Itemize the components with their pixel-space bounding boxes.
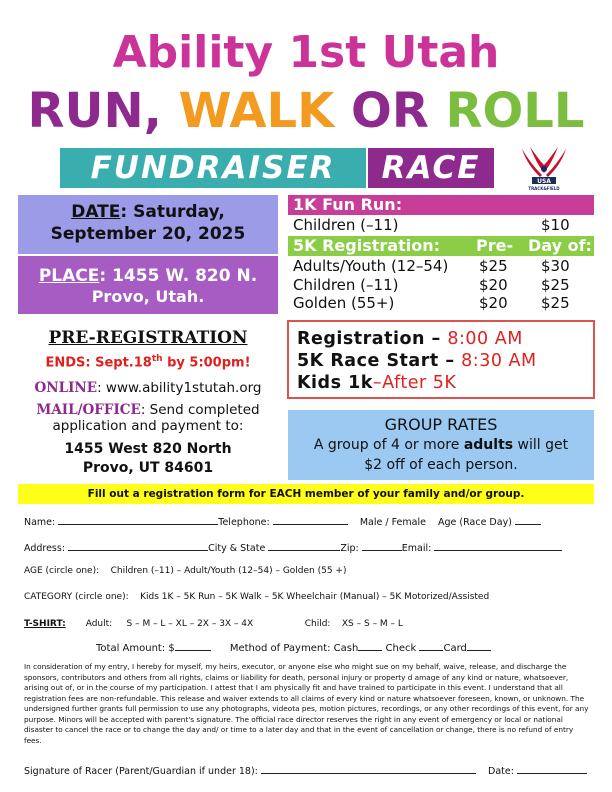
- city-state-field[interactable]: [268, 541, 340, 551]
- total-label: Total Amount: $: [96, 643, 175, 654]
- form-row-payment: [96, 641, 491, 654]
- signature-date-field[interactable]: [517, 764, 587, 774]
- zip-field[interactable]: [362, 541, 402, 551]
- adult-label: Adult:: [85, 619, 113, 629]
- group-line2: $2 off of each person.: [364, 457, 518, 473]
- fee-pre: $25: [479, 257, 508, 275]
- form-row-name: [24, 515, 541, 528]
- address-label: Address:: [24, 543, 66, 554]
- 5k-header-pre: Pre-: [476, 236, 514, 255]
- age-label: AGE (circle one):: [24, 566, 100, 576]
- usatf-logo-icon: [516, 143, 572, 191]
- total-field[interactable]: [175, 641, 211, 651]
- address-line1: 1455 West 820 North: [64, 441, 232, 457]
- date-label: DATE: [71, 202, 121, 222]
- group-line1-post: will get: [513, 437, 569, 453]
- child-sizes[interactable]: XS – S – M – L: [341, 619, 403, 629]
- online-registration: [18, 380, 278, 396]
- form-row-signature: [24, 764, 587, 777]
- 5k-header-day: Day of:: [528, 236, 592, 255]
- liability-waiver: In consideration of my entry, I hereby for myself, my heirs, executor, or anyone else who might sue on my behalf, waive, release, and discharge the sponsors, contributors and others from all rights, claims or liability for death, personal injury or property d amage of any kind or nature, whatsoever, arising out of, or in the course of my participation. I attest that I am physically fit and have trained to participate in this event. I understand that all registration fees are non-refundable. This release and waiver extends to all claims of every kind or nature whatsoever foreseen, known, or unknown. The undersigned further grants full permission to use any photographs, videota pes, motion pictures, recordings, or any other recordings of this event, for any purpose. Minors will be accepted with parent's signature. The official race director reserves the right in any event of emergency or local or national disaster to cancel the race or to change the day and/ or time to a later day and that in the event of cancellation or change, there is no refund of entry fees.: [24, 662, 589, 745]
- signature-field[interactable]: [261, 764, 476, 774]
- signature-date-label: Date:: [488, 766, 514, 777]
- date-panel: [18, 195, 278, 254]
- fee-day: $10: [541, 216, 570, 234]
- kids-time: –After 5K: [372, 373, 457, 393]
- registration-label: Registration –: [297, 329, 448, 349]
- group-rates-title: GROUP RATES: [384, 415, 498, 434]
- place-panel: [18, 256, 278, 314]
- telephone-label: Telephone:: [218, 517, 270, 528]
- fee-row-adults: [293, 257, 593, 276]
- registration-time: 8:00 AM: [447, 329, 523, 349]
- fundraiser-banner: FUNDRAISER: [60, 148, 366, 188]
- preregistration-title: PRE-REGISTRATION: [48, 328, 248, 348]
- mailing-address: [18, 440, 278, 478]
- group-line1-bold: adults: [463, 437, 514, 453]
- mail-label: MAIL/OFFICE: [36, 402, 141, 418]
- fee-day: $30: [541, 257, 570, 275]
- signature-label: Signature of Racer (Parent/Guardian if under 18):: [24, 766, 258, 777]
- fee-row-children: [293, 276, 593, 295]
- card-field[interactable]: [467, 641, 491, 651]
- address-field[interactable]: [68, 541, 208, 551]
- fee-row-1k-children: [293, 216, 593, 235]
- mail-line2: application and payment to:: [52, 418, 244, 434]
- age-options[interactable]: Children (–11) – Adult/Youth (12–54) – Golden (55 +): [110, 566, 347, 576]
- name-field[interactable]: [58, 515, 218, 525]
- adult-sizes[interactable]: S – M – L – XL – 2X – 3X – 4X: [126, 619, 254, 629]
- check-field[interactable]: [419, 641, 443, 651]
- fee-pre: $20: [479, 294, 508, 312]
- 5k-registration-header: [288, 236, 594, 256]
- check-label: Check: [385, 643, 417, 654]
- headline-run: RUN,: [27, 83, 162, 139]
- card-label: Card: [443, 643, 467, 654]
- form-row-age: [24, 566, 347, 576]
- race-banner: RACE: [368, 148, 494, 188]
- address-line2: Provo, UT 84601: [82, 460, 214, 476]
- website-link[interactable]: : www.ability1stutah.org: [97, 380, 262, 396]
- category-label: CATEGORY (circle one):: [24, 592, 129, 602]
- fee-name: Golden (55+): [293, 294, 395, 312]
- deadline-sup: th: [151, 354, 163, 364]
- headline-or: OR: [351, 83, 429, 139]
- email-label: Email:: [401, 543, 432, 554]
- place-line2: Provo, Utah.: [91, 287, 205, 306]
- form-row-category: [24, 592, 489, 602]
- race-start-label: 5K Race Start –: [297, 351, 462, 371]
- name-label: Name:: [24, 517, 56, 528]
- telephone-field[interactable]: [273, 515, 348, 525]
- email-field[interactable]: [434, 541, 562, 551]
- mail-office-info: [18, 402, 278, 434]
- online-label: ONLINE: [34, 380, 98, 396]
- child-label: Child:: [304, 619, 331, 629]
- date-line1: : Saturday,: [120, 202, 225, 222]
- form-row-tshirt: [24, 619, 403, 629]
- kids-label: Kids 1k: [297, 373, 373, 393]
- fee-pre: $20: [479, 276, 508, 294]
- date-line2: September 20, 2025: [50, 224, 246, 244]
- preregistration-deadline: [18, 354, 278, 370]
- cash-field[interactable]: [358, 641, 382, 651]
- group-line1-pre: A group of 4 or more: [313, 437, 464, 453]
- fee-name: Adults/Youth (12–54): [293, 257, 449, 275]
- age-race-field[interactable]: [515, 515, 541, 525]
- zip-label: Zip:: [340, 543, 359, 554]
- gender-label[interactable]: Male / Female: [359, 517, 426, 528]
- payment-label: Method of Payment: Cash: [229, 643, 359, 654]
- fee-name: Children (–11): [293, 276, 399, 294]
- place-line1: : 1455 W. 820 N.: [99, 266, 258, 286]
- headline-walk: WALK: [178, 83, 335, 139]
- form-row-address: [24, 541, 562, 554]
- fee-row-golden: [293, 294, 593, 313]
- race-start-time: 8:30 AM: [461, 351, 537, 371]
- fee-day: $25: [541, 294, 570, 312]
- mail-value: : Send completed: [140, 402, 260, 418]
- deadline-time: by 5:00pm!: [162, 355, 251, 371]
- event-title: Ability 1st Utah: [112, 27, 500, 78]
- group-rates-panel: [288, 410, 594, 480]
- category-options[interactable]: Kids 1K – 5K Run – 5K Walk – 5K Wheelchair (Manual) – 5K Motorized/Assisted: [140, 592, 490, 602]
- deadline-text: ENDS: Sept.18: [45, 355, 152, 371]
- schedule-box: [287, 320, 595, 399]
- form-banner: Fill out a registration form for EACH member of your family and/or group.: [18, 484, 594, 504]
- city-state-label: City & State: [208, 543, 266, 554]
- fee-name: Children (–11): [293, 216, 399, 234]
- place-label: PLACE: [38, 266, 100, 286]
- 5k-header-label: 5K Registration:: [293, 236, 440, 255]
- tshirt-label: T-SHIRT:: [24, 619, 66, 629]
- fee-day: $25: [541, 276, 570, 294]
- fun-run-header: 1K Fun Run:: [288, 195, 594, 215]
- svg-text:USA: USA: [537, 178, 551, 185]
- headline: [0, 84, 612, 138]
- headline-roll: ROLL: [445, 83, 585, 139]
- svg-text:TRACK&FIELD: TRACK&FIELD: [528, 186, 560, 191]
- age-race-label: Age (Race Day): [438, 517, 512, 528]
